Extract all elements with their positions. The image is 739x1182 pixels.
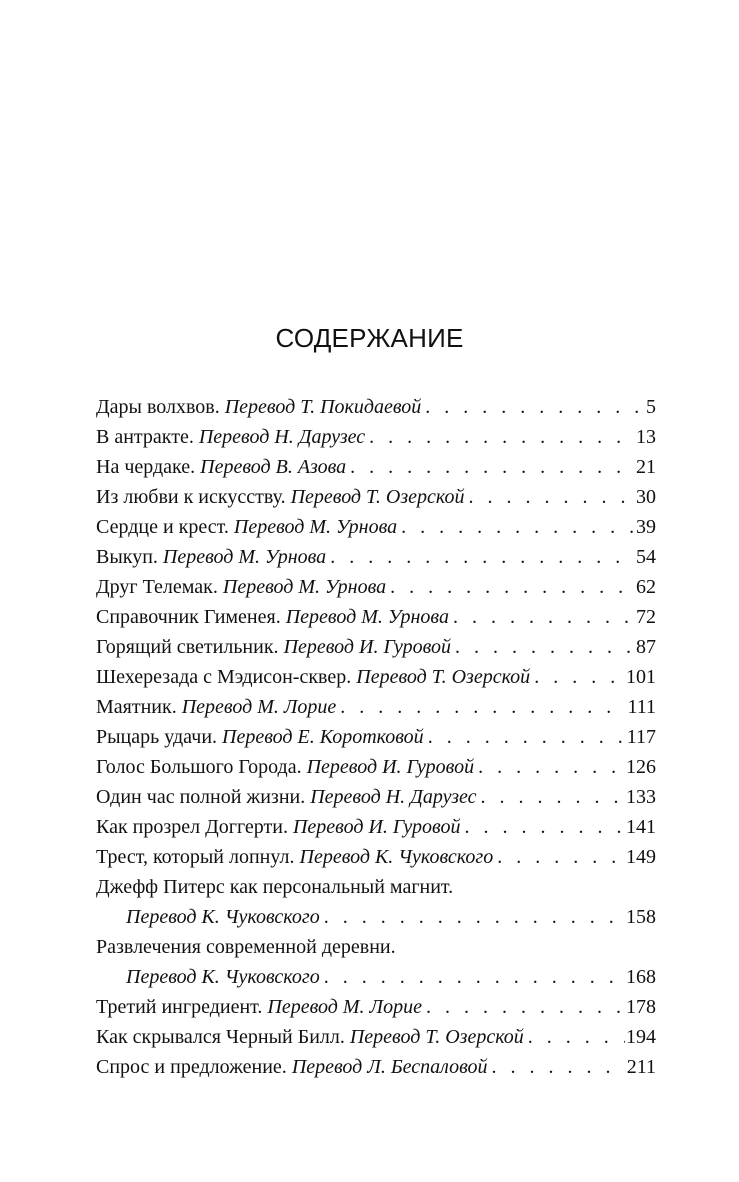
dot-leader xyxy=(469,482,635,512)
entry-page: 72 xyxy=(636,606,656,628)
toc-entry-continuation xyxy=(96,902,656,932)
entry-title: Развлечения современной деревни. xyxy=(96,936,396,958)
entry-title: Выкуп. xyxy=(96,546,158,568)
dot-leader xyxy=(324,902,625,932)
entry-translator: Перевод Т. Озерской xyxy=(356,666,531,688)
entry-translator: Перевод Н. Дарузес xyxy=(198,426,366,448)
dot-leader xyxy=(492,1052,626,1082)
entry-page: 30 xyxy=(636,486,656,508)
entry-translator: Перевод В. Азова xyxy=(200,456,347,478)
entry-page: 211 xyxy=(626,1056,656,1078)
entry-page: 133 xyxy=(626,786,656,808)
dot-leader xyxy=(478,752,625,782)
entry-title: Спрос и предложение. xyxy=(96,1056,287,1078)
toc-entry xyxy=(96,602,656,632)
entry-title: Шехерезада с Мэдисон-сквер. xyxy=(96,666,352,688)
entry-translator: Перевод М. Урнова xyxy=(222,576,387,598)
toc-entry xyxy=(96,392,656,422)
entry-page: 101 xyxy=(626,666,656,688)
entry-page: 21 xyxy=(636,456,656,478)
dot-leader xyxy=(390,572,635,602)
entry-translator: Перевод И. Гуровой xyxy=(306,756,475,778)
toc-entry xyxy=(96,572,656,602)
dot-leader xyxy=(428,722,626,752)
toc-entry xyxy=(96,662,656,692)
toc-entry xyxy=(96,452,656,482)
toc-heading: СОДЕРЖАНИЕ xyxy=(275,323,464,353)
dot-leader xyxy=(453,602,635,632)
entry-title: Джефф Питерс как персональный магнит. xyxy=(96,876,454,898)
toc-entry xyxy=(96,632,656,662)
toc-entry xyxy=(96,782,656,812)
toc-entry xyxy=(96,1052,656,1082)
toc-entry xyxy=(96,542,656,572)
dot-leader xyxy=(425,392,645,422)
entry-page: 168 xyxy=(626,966,656,988)
entry-title: Трест, который лопнул. xyxy=(96,846,295,868)
entry-title: Голос Большого Города. xyxy=(96,756,302,778)
entry-page: 5 xyxy=(646,396,656,418)
entry-title: Один час полной жизни. xyxy=(96,786,306,808)
entry-title: На чердаке. xyxy=(96,456,196,478)
entry-page: 13 xyxy=(636,426,656,448)
entry-translator: Перевод М. Лорие xyxy=(181,696,337,718)
entry-title: Дары волхвов. xyxy=(96,396,220,418)
toc-entry xyxy=(96,512,656,542)
entry-title: Третий ингредиент. xyxy=(96,996,263,1018)
toc-entry xyxy=(96,812,656,842)
dot-leader xyxy=(426,992,625,1022)
entry-page: 87 xyxy=(636,636,656,658)
dot-leader xyxy=(481,782,625,812)
entry-title: Горящий светильник. xyxy=(96,636,279,658)
dot-leader xyxy=(528,1022,625,1052)
entry-page: 39 xyxy=(636,516,656,538)
dot-leader xyxy=(330,542,635,572)
entry-title: Из любви к искусству. xyxy=(96,486,286,508)
toc-entry xyxy=(96,482,656,512)
entry-page: 149 xyxy=(626,846,656,868)
entry-translator: Перевод М. Лорие xyxy=(267,996,422,1018)
entry-title: Друг Телемак. xyxy=(96,576,218,598)
entry-page: 54 xyxy=(636,546,656,568)
toc-entry-continuation xyxy=(96,962,656,992)
entry-translator: Перевод И. Гуровой xyxy=(292,816,461,838)
entry-page: 178 xyxy=(626,996,656,1018)
entry-title: Маятник. xyxy=(96,696,177,718)
entry-translator: Перевод Т. Озерской xyxy=(349,1026,524,1048)
entry-title: Как скрывался Черный Билл. xyxy=(96,1026,345,1048)
dot-leader xyxy=(324,962,625,992)
entry-page: 126 xyxy=(626,756,656,778)
toc-entry xyxy=(96,752,656,782)
toc-entry-title-line xyxy=(96,932,656,962)
entry-page: 111 xyxy=(627,696,656,718)
dot-leader xyxy=(464,812,625,842)
entry-translator: Перевод М. Урнова xyxy=(233,516,398,538)
entry-page: 62 xyxy=(636,576,656,598)
table-of-contents xyxy=(96,392,656,1082)
entry-translator: Перевод К. Чуковского xyxy=(126,906,320,928)
entry-title: Как прозрел Доггерти. xyxy=(96,816,288,838)
toc-entry xyxy=(96,992,656,1022)
entry-title: Рыцарь удачи. xyxy=(96,726,218,748)
dot-leader xyxy=(455,632,635,662)
entry-translator: Перевод Т. Покидаевой xyxy=(224,396,422,418)
dot-leader xyxy=(497,842,625,872)
entry-title: Справочник Гименея. xyxy=(96,606,281,628)
entry-translator: Перевод М. Урнова xyxy=(285,606,449,628)
entry-translator: Перевод К. Чуковского xyxy=(299,846,494,868)
entry-page: 117 xyxy=(626,726,656,748)
toc-entry xyxy=(96,722,656,752)
entry-translator: Перевод И. Гуровой xyxy=(283,636,452,658)
entry-translator: Перевод Н. Дарузес xyxy=(310,786,477,808)
toc-entry xyxy=(96,692,656,722)
entry-title: Сердце и крест. xyxy=(96,516,229,538)
entry-translator: Перевод М. Урнова xyxy=(162,546,327,568)
toc-entry-title-line xyxy=(96,872,656,902)
entry-page: 141 xyxy=(626,816,656,838)
entry-page: 194 xyxy=(626,1026,656,1048)
toc-entry xyxy=(96,842,656,872)
dot-leader xyxy=(534,662,625,692)
entry-translator: Перевод Е. Коротковой xyxy=(222,726,424,748)
entry-translator: Перевод К. Чуковского xyxy=(126,966,320,988)
entry-title: В антракте. xyxy=(96,426,194,448)
entry-translator: Перевод Т. Озерской xyxy=(290,486,465,508)
dot-leader xyxy=(401,512,635,542)
entry-translator: Перевод Л. Беспаловой xyxy=(291,1056,488,1078)
entry-page: 158 xyxy=(626,906,656,928)
dot-leader xyxy=(340,692,626,722)
dot-leader xyxy=(350,452,635,482)
toc-entry xyxy=(96,422,656,452)
dot-leader xyxy=(369,422,635,452)
toc-entry xyxy=(96,1022,656,1052)
